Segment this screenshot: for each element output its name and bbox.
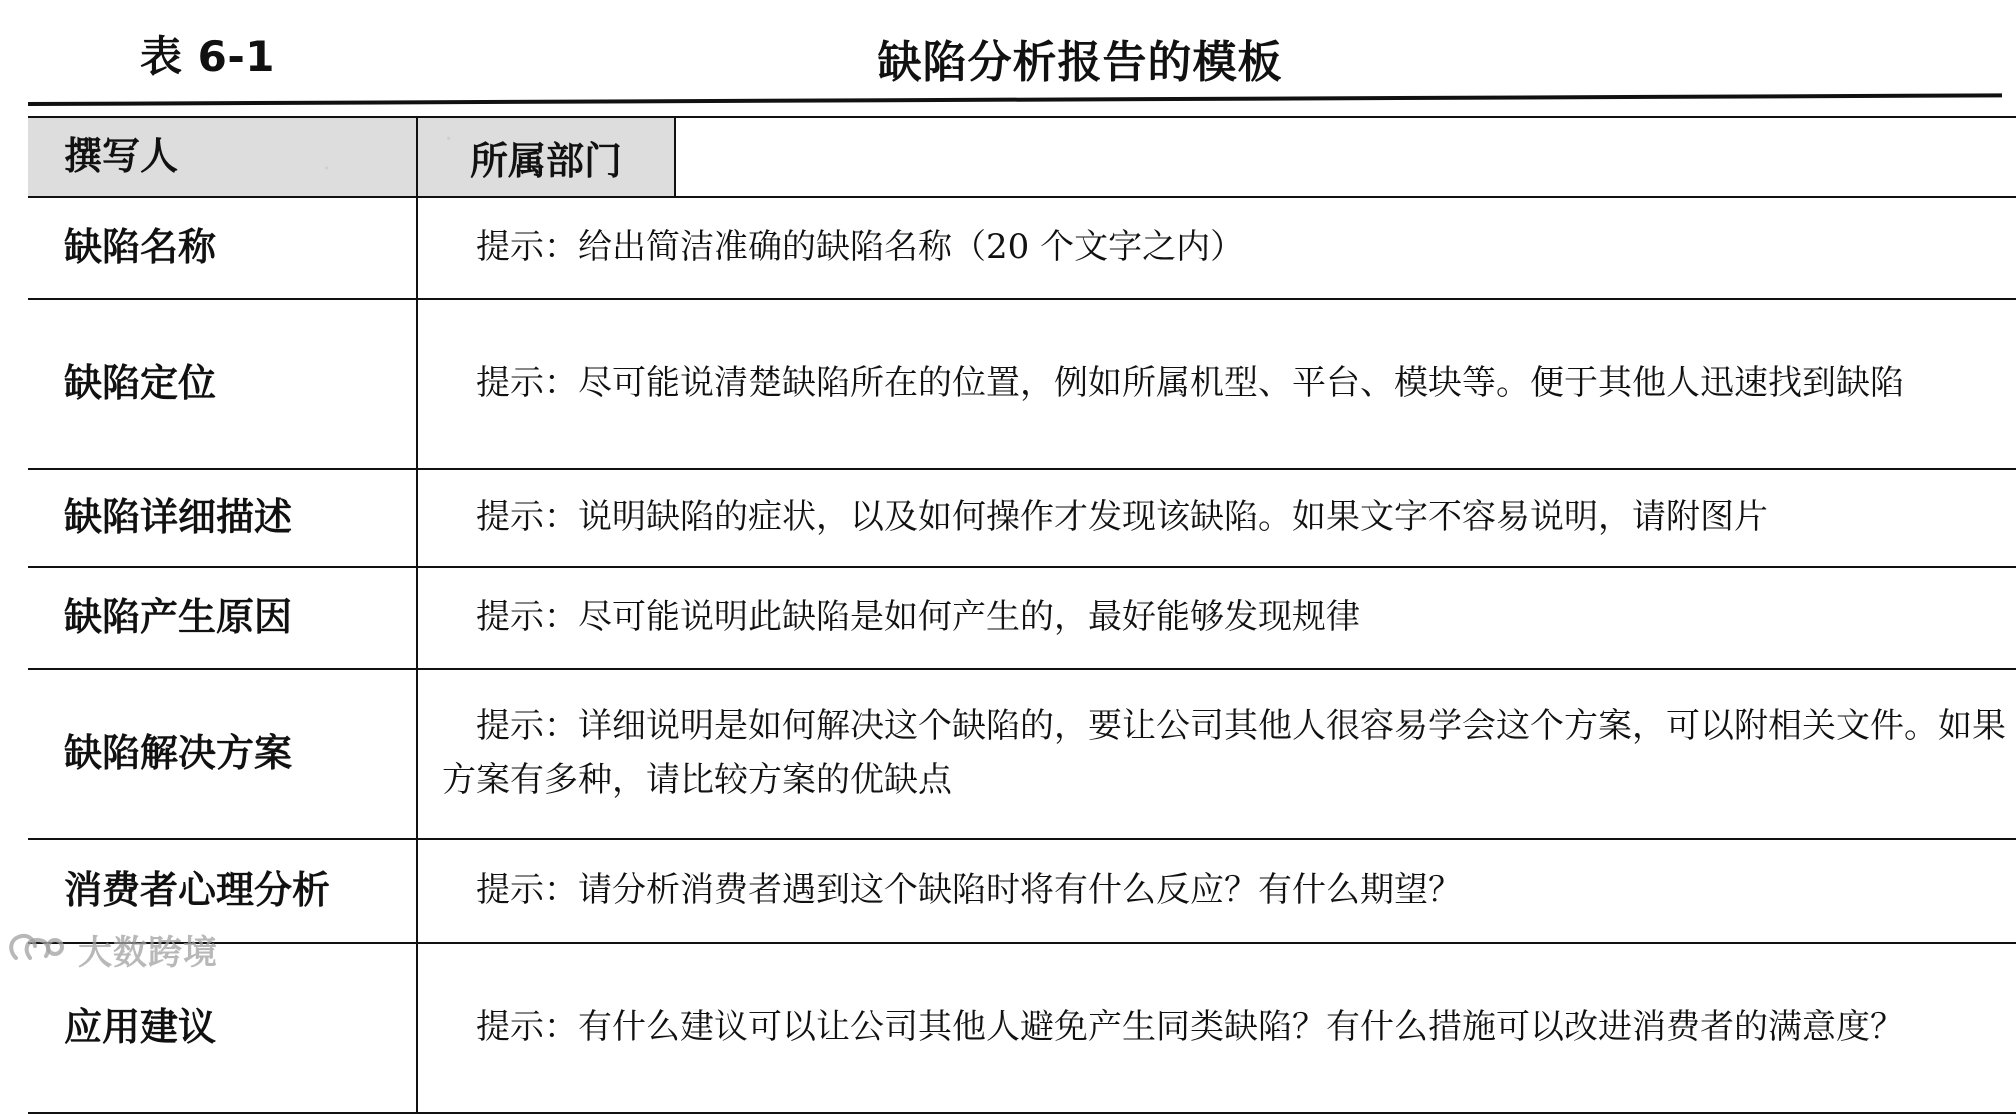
consumer-psychology-hint: 提示：请分析消费者遇到这个缺陷时将有什么反应？有什么期望？: [476, 870, 1462, 911]
table-row: [28, 299, 2016, 469]
writer-label: 撰写人: [64, 134, 179, 179]
watermark: [6, 926, 218, 972]
table-title: 缺陷分析报告的模板: [877, 37, 1283, 88]
defect-solution-hint: 提示：详细说明是如何解决这个缺陷的，要让公司其他人很容易学会这个方案，可以附相关文件。如果方案有多种，请比较方案的优缺点: [442, 706, 2006, 800]
row-label-cell: [28, 669, 417, 839]
table-row: [28, 669, 2016, 839]
row-content-cell: [417, 299, 2016, 469]
defect-name-label: 缺陷名称: [64, 225, 217, 270]
table-number: 表 6-1: [140, 32, 276, 81]
application-advice-label: 应用建议: [64, 1005, 217, 1050]
row-content-cell: [417, 567, 2016, 669]
row-label-cell: [28, 299, 417, 469]
defect-location-label: 缺陷定位: [64, 361, 217, 406]
writer-label-cell: [28, 117, 417, 197]
table-row: [28, 839, 2016, 943]
table-row: [28, 197, 2016, 299]
department-value-cell: [675, 117, 2016, 197]
defect-detail-hint: 提示：说明缺陷的症状，以及如何操作才发现该缺陷。如果文字不容易说明，请附图片: [476, 497, 1768, 538]
defect-name-hint: 提示：给出简洁准确的缺陷名称（20 个文字之内）: [476, 227, 1245, 268]
defect-analysis-template-table: [28, 116, 2016, 1114]
top-rule: [28, 93, 2002, 106]
department-label-cell: [417, 117, 675, 197]
application-advice-hint: 提示：有什么建议可以让公司其他人避免产生同类缺陷？有什么措施可以改进消费者的满意度？: [476, 1007, 1904, 1048]
row-content-cell: [417, 197, 2016, 299]
row-label-cell: [28, 197, 417, 299]
row-content-cell: [417, 669, 2016, 839]
brand-logo-icon: [6, 930, 68, 968]
watermark-text: 大数跨境: [78, 932, 218, 973]
defect-cause-hint: 提示：尽可能说明此缺陷是如何产生的，最好能够发现规律: [476, 597, 1360, 638]
defect-detail-label: 缺陷详细描述: [64, 495, 293, 540]
row-label-cell: [28, 469, 417, 567]
row-content-cell: [417, 943, 2016, 1113]
row-label-cell: [28, 567, 417, 669]
defect-cause-label: 缺陷产生原因: [64, 595, 293, 640]
row-content-cell: [417, 839, 2016, 943]
table-row: [28, 943, 2016, 1113]
table-row: [28, 469, 2016, 567]
table-row: [28, 567, 2016, 669]
defect-location-hint: 提示：尽可能说清楚缺陷所在的位置，例如所属机型、平台、模块等。便于其他人迅速找到缺陷: [476, 363, 1904, 404]
row-content-cell: [417, 469, 2016, 567]
writer-row: [28, 117, 2016, 197]
department-label: 所属部门: [469, 138, 622, 183]
defect-solution-label: 缺陷解决方案: [64, 731, 293, 776]
consumer-psychology-label: 消费者心理分析: [64, 868, 331, 913]
